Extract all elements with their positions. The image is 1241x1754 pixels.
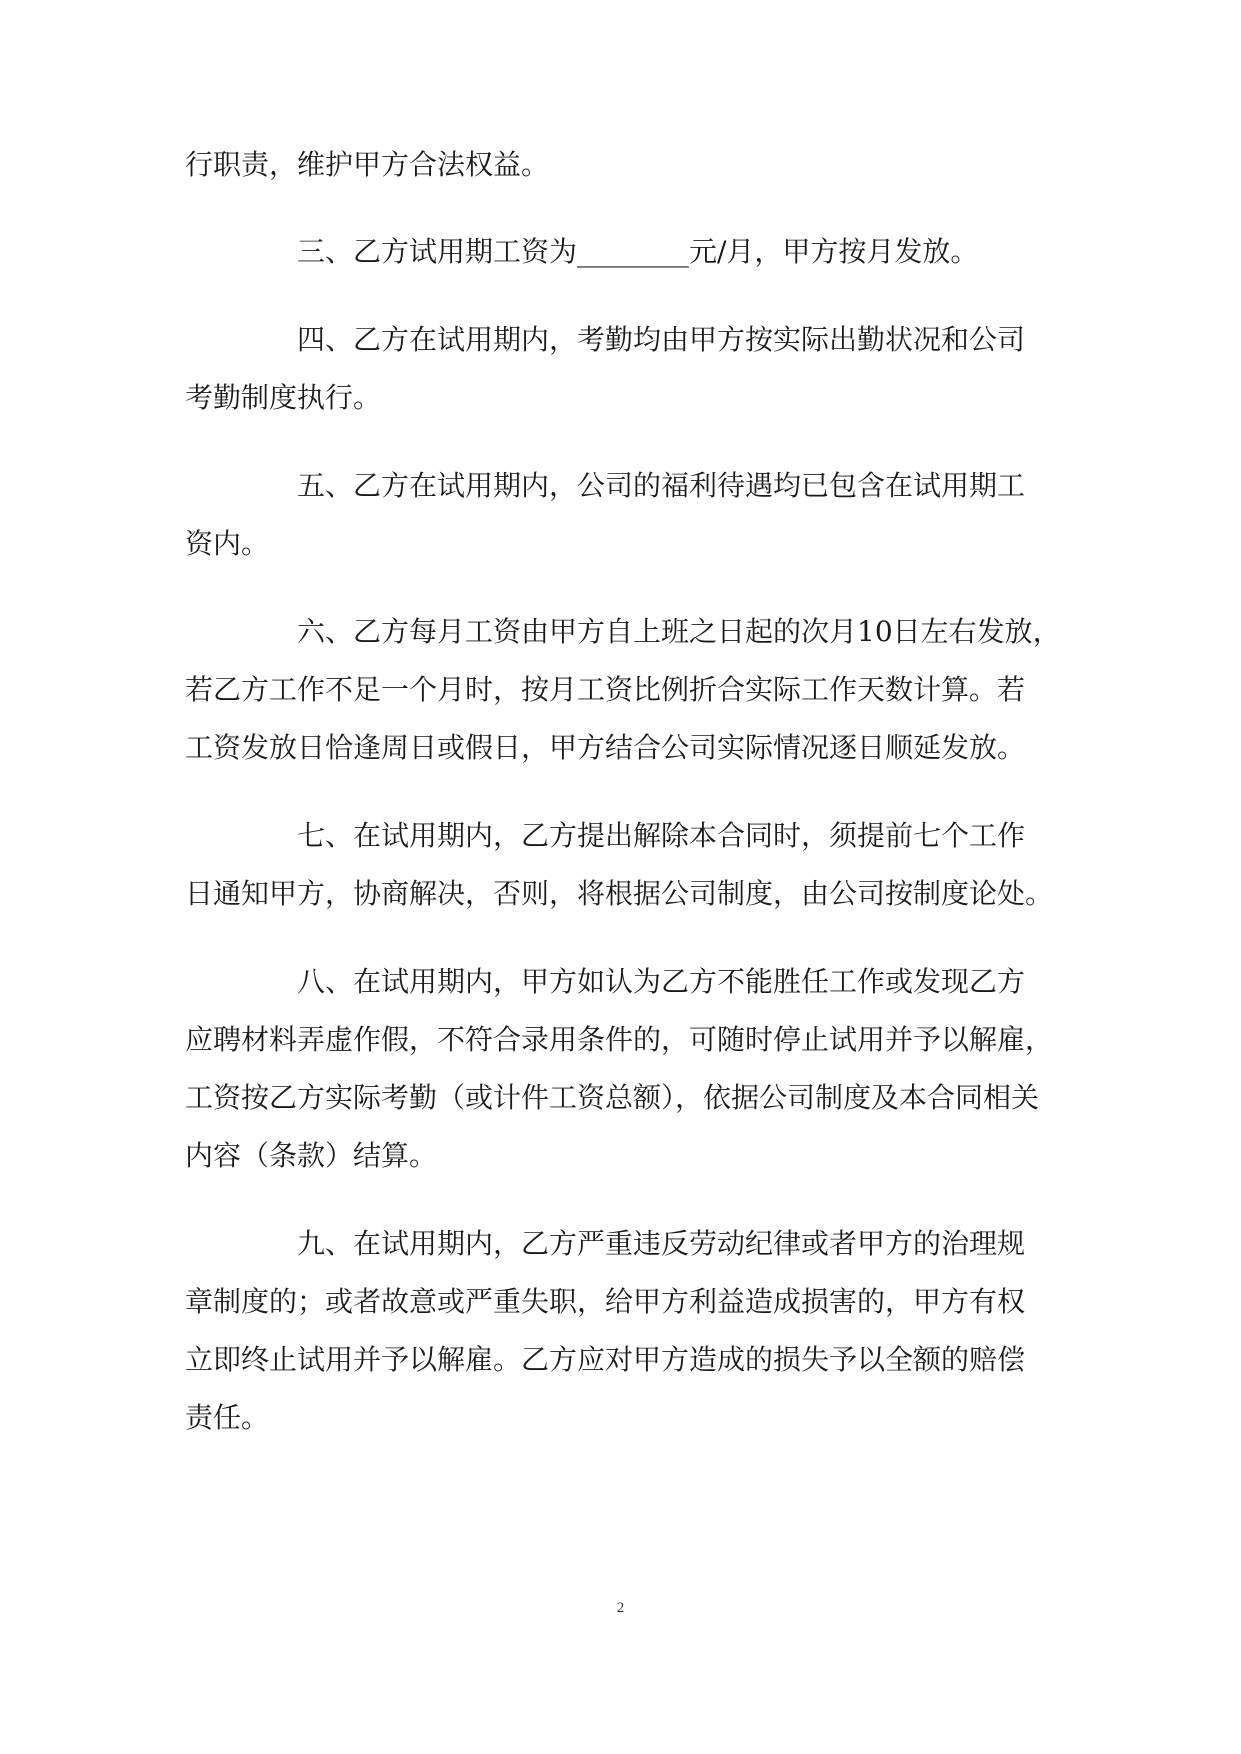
clause-9-line: 九、在试用期内，乙方严重违反劳动纪律或者甲方的治理规	[297, 1227, 1026, 1260]
clause-4-line: 四、乙方在试用期内，考勤均由甲方按实际出勤状况和公司	[297, 323, 1026, 356]
clause-5-line: 五、乙方在试用期内，公司的福利待遇均已包含在试用期工	[297, 469, 1026, 502]
clause-8-line: 应聘材料弄虚作假，不符合录用条件的，可随时停止试用并予以解雇，	[185, 1023, 1054, 1056]
clause-6-line: 若乙方工作不足一个月时，按月工资比例折合实际工作天数计算。若	[185, 673, 1026, 706]
paragraph-line: 行职责，维护甲方合法权益。	[185, 148, 550, 181]
clause-9-line: 章制度的；或者故意或严重失职，给甲方利益造成损害的，甲方有权	[185, 1285, 1026, 1318]
clause-8-line: 工资按乙方实际考勤（或计件工资总额），依据公司制度及本合同相关	[185, 1081, 1040, 1114]
clause-7-line: 日通知甲方，协商解决，否则，将根据公司制度，由公司按制度论处。	[185, 877, 1054, 910]
page-number: 2	[616, 1600, 625, 1616]
clause-6-line: 工资发放日恰逢周日或假日，甲方结合公司实际情况逐日顺延发放。	[185, 731, 1026, 764]
clause-8-line: 八、在试用期内，甲方如认为乙方不能胜任工作或发现乙方	[297, 965, 1026, 998]
clause-3-line: 三、乙方试用期工资为________元/月，甲方按月发放。	[297, 235, 979, 268]
clause-6-line: 六、乙方每月工资由甲方自上班之日起的次月10日左右发放，	[297, 615, 1061, 648]
clause-7-line: 七、在试用期内，乙方提出解除本合同时，须提前七个工作	[297, 819, 1026, 852]
clause-9-line: 立即终止试用并予以解雇。乙方应对甲方造成的损失予以全额的赔偿	[185, 1343, 1026, 1376]
clause-9-line: 责任。	[185, 1401, 270, 1434]
clause-5-line: 资内。	[185, 527, 270, 560]
clause-8-line: 内容（条款）结算。	[185, 1139, 438, 1172]
clause-4-line: 考勤制度执行。	[185, 381, 382, 414]
